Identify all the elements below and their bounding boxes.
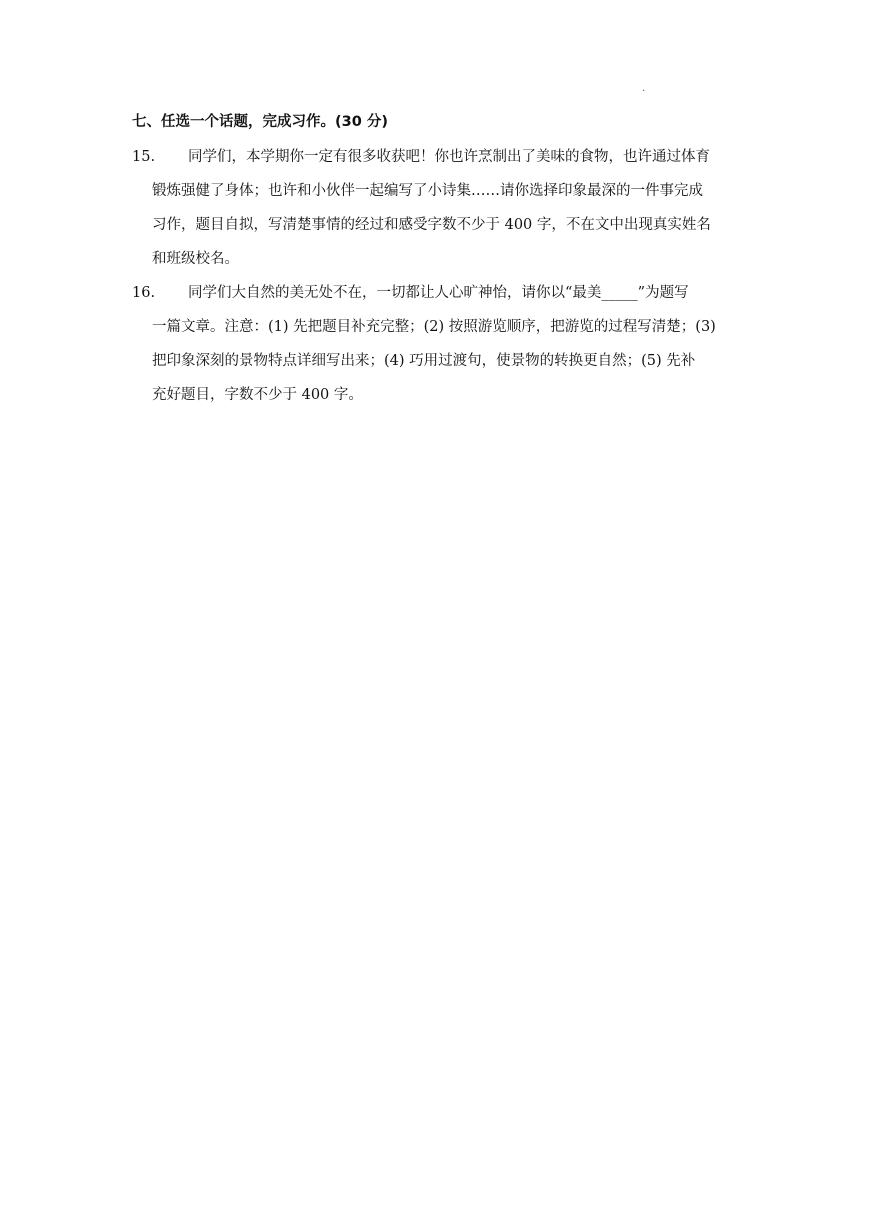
question-text: 同学们，本学期你一定有很多收获吧！你也许烹制出了美味的食物，也许通过体育 <box>188 149 710 165</box>
question-line: 把印象深刻的景物特点详细写出来；(4) 巧用过渡句，使景物的转换更自然；(5) 先补 <box>152 353 696 369</box>
page-dot-mark: . <box>642 83 646 94</box>
question-line <box>132 276 740 310</box>
question-line: 和班级校名。 <box>152 251 239 267</box>
question-line: 习作，题目自拟，写清楚事情的经过和感受字数不少于 400 字，不在文中出现真实姓名 <box>152 217 711 233</box>
section-title: 七、任选一个话题，完成习作。(30 分) <box>132 114 388 130</box>
question-text: 同学们大自然的美无处不在，一切都让人心旷神怡，请你以“最美_____”为题写 <box>188 285 689 301</box>
question-line: 充好题目，字数不少于 400 字。 <box>152 387 363 403</box>
question-line <box>132 140 740 174</box>
question-line: 锻炼强健了身体；也许和小伙伴一起编写了小诗集……请你选择印象最深的一件事完成 <box>152 183 703 199</box>
question-15 <box>132 140 740 276</box>
question-16 <box>132 276 740 412</box>
question-number: 15. <box>132 149 156 165</box>
question-line: 一篇文章。注意：(1) 先把题目补充完整；(2) 按照游览顺序，把游览的过程写清楚；(3) <box>152 319 716 335</box>
question-number: 16. <box>132 285 156 301</box>
